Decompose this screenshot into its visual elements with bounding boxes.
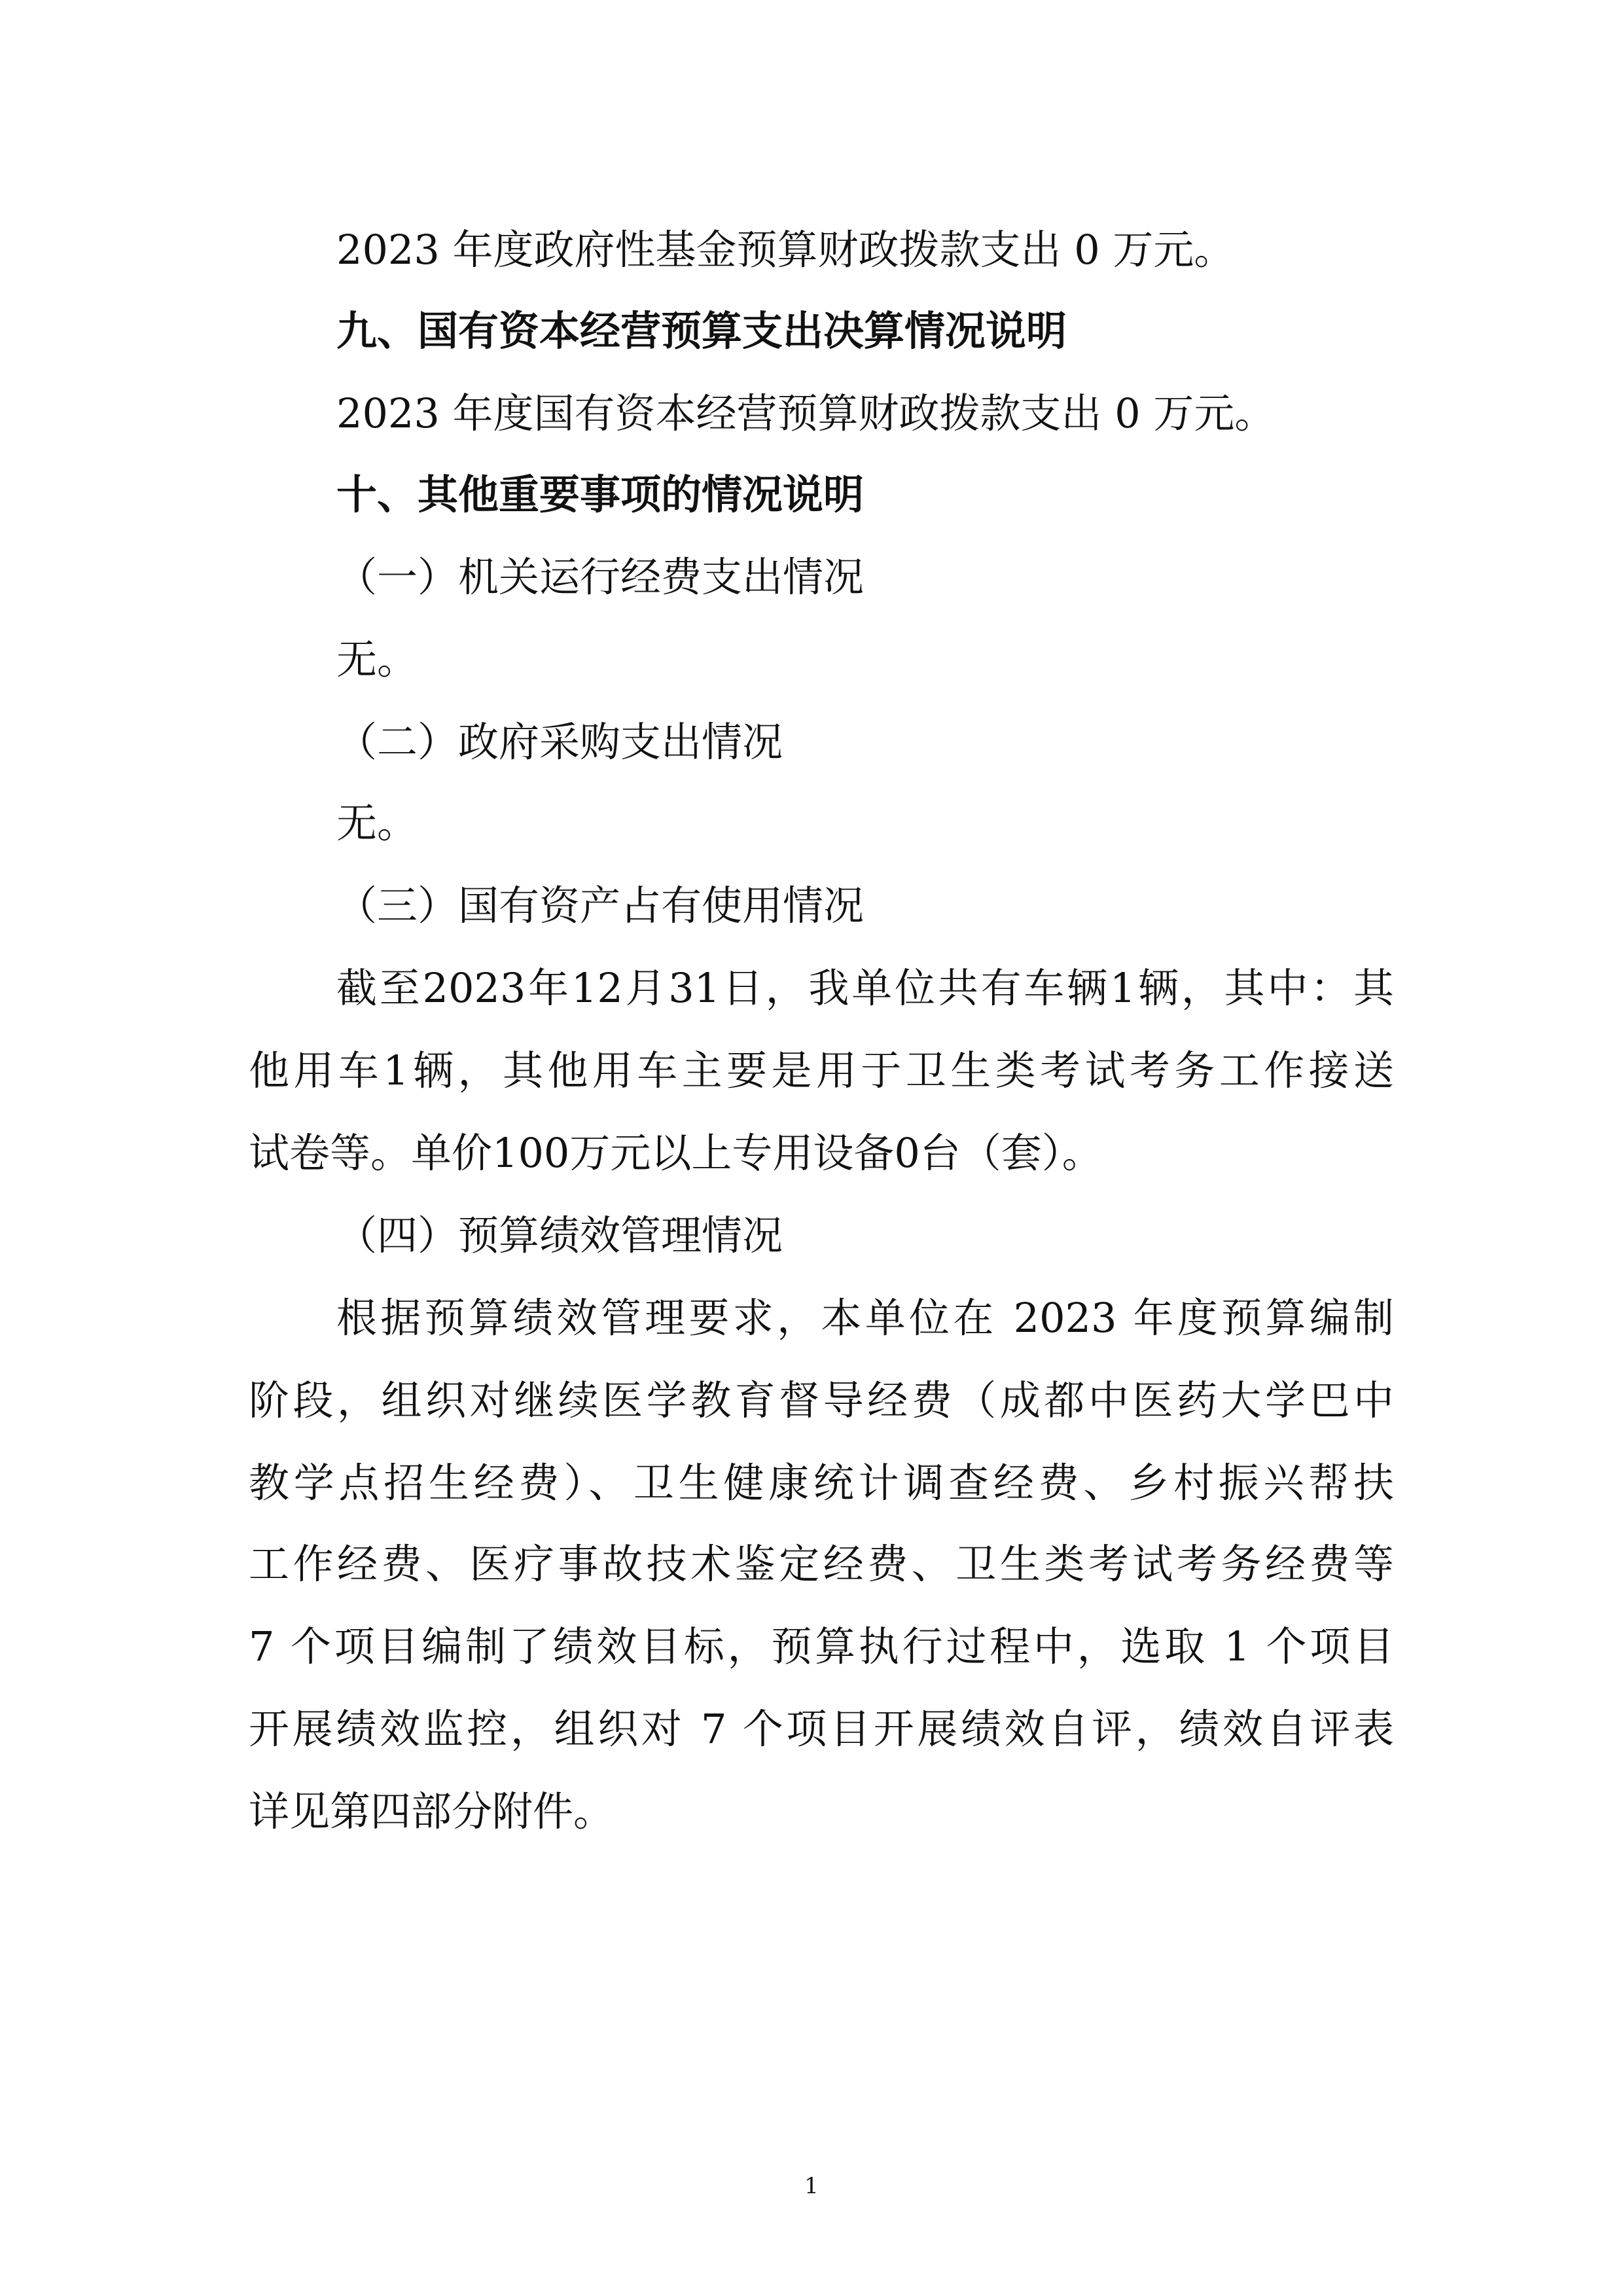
subheading-2-body: 无。 bbox=[336, 799, 418, 847]
performance-paragraph-line-4: 工作经费、医疗事故技术鉴定经费、卫生类考试考务经费等 bbox=[249, 1540, 1394, 1588]
page-number: 1 bbox=[804, 2173, 819, 2199]
subheading-1: （一）机关运行经费支出情况 bbox=[336, 553, 865, 601]
subheading-2: （二）政府采购支出情况 bbox=[336, 718, 783, 766]
section-heading-10: 十、其他重要事项的情况说明 bbox=[336, 471, 865, 518]
fund-budget-paragraph: 2023 年度政府性基金预算财政拨款支出 0 万元。 bbox=[336, 226, 1235, 274]
section-heading-9: 九、国有资本经营预算支出决算情况说明 bbox=[336, 307, 1067, 355]
assets-paragraph-line-2: 他用车1辆，其他用车主要是用于卫生类考试考务工作接送 bbox=[249, 1047, 1394, 1094]
performance-paragraph-line-6: 开展绩效监控，组织对 7 个项目开展绩效自评，绩效自评表 bbox=[249, 1705, 1394, 1753]
subheading-1-body: 无。 bbox=[336, 636, 418, 683]
state-capital-paragraph: 2023 年度国有资本经营预算财政拨款支出 0 万元。 bbox=[336, 389, 1275, 437]
performance-paragraph-line-2: 阶段，组织对继续医学教育督导经费（成都中医药大学巴中 bbox=[249, 1376, 1394, 1424]
performance-paragraph-line-5: 7 个项目编制了绩效目标，预算执行过程中，选取 1 个项目 bbox=[249, 1623, 1394, 1670]
assets-paragraph-line-1: 截至2023年12月31日，我单位共有车辆1辆，其中：其 bbox=[336, 964, 1394, 1012]
performance-paragraph-line-1: 根据预算绩效管理要求，本单位在 2023 年度预算编制 bbox=[336, 1294, 1394, 1342]
subheading-3: （三）国有资产占有使用情况 bbox=[336, 882, 865, 929]
assets-paragraph-line-3: 试卷等。单价100万元以上专用设备0台（套）。 bbox=[249, 1129, 1103, 1177]
performance-paragraph-line-3: 教学点招生经费）、卫生健康统计调查经费、乡村振兴帮扶 bbox=[249, 1459, 1394, 1507]
performance-paragraph-line-7: 详见第四部分附件。 bbox=[249, 1787, 615, 1835]
subheading-4: （四）预算绩效管理情况 bbox=[336, 1211, 783, 1259]
